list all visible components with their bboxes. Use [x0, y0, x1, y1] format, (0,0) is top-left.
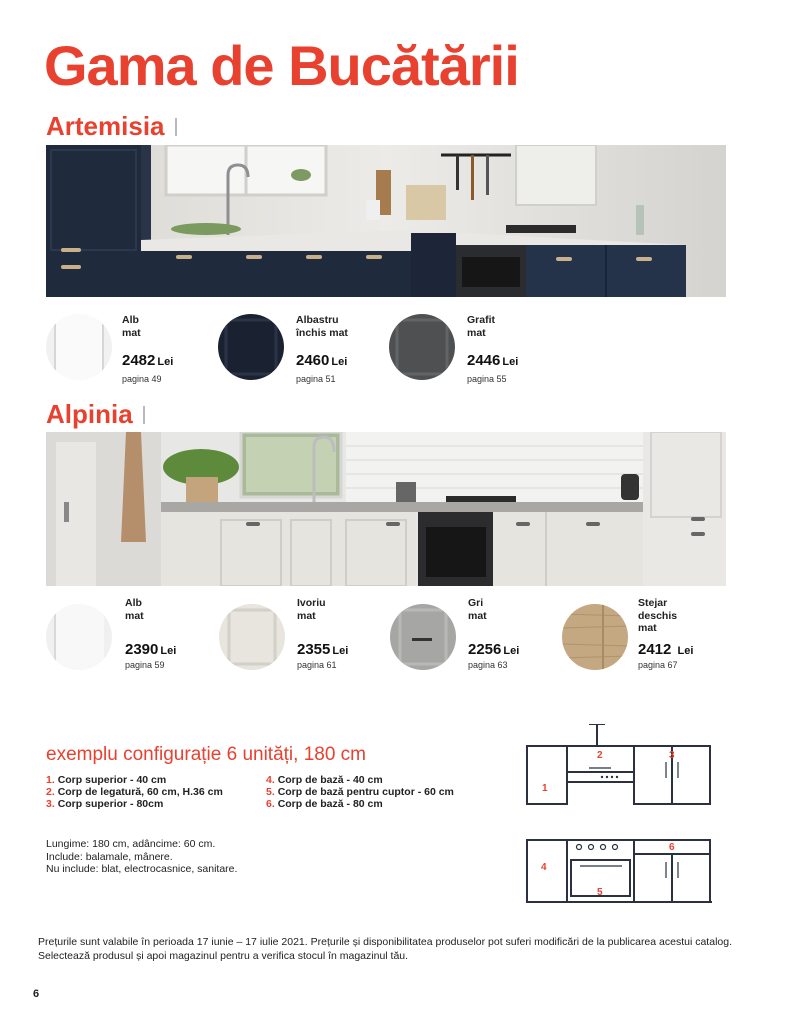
finish-price: 2482 Lei — [122, 352, 174, 369]
finish-name: Grafit mat — [467, 314, 496, 339]
config-list-right — [266, 774, 454, 810]
finish-page-ref: pagina 55 — [467, 374, 507, 384]
finish-name: Alb mat — [122, 314, 141, 339]
range-title-alpinia — [46, 399, 145, 429]
diagram-label-4: 4 — [541, 862, 547, 873]
diagram-label-3: 3 — [669, 750, 675, 761]
range-name: Artemisia — [46, 111, 165, 141]
alpinia-kitchen-photo — [46, 432, 726, 586]
range-name: Alpinia — [46, 399, 133, 429]
diagram-label-2: 2 — [597, 750, 603, 761]
diagram-label-6: 6 — [669, 842, 675, 853]
configuration-diagram — [526, 724, 712, 908]
config-item: 6. Corp de bază - 80 cm — [266, 798, 383, 810]
config-item: 1. Corp superior - 40 cm — [46, 774, 167, 786]
finish-price: 2355 Lei — [297, 641, 349, 658]
config-list-left — [46, 774, 223, 810]
finish-page-ref: pagina 61 — [297, 660, 337, 670]
swatch-gri-mat — [390, 604, 456, 670]
finish-page-ref: pagina 49 — [122, 374, 162, 384]
finish-page-ref: pagina 67 — [638, 660, 678, 670]
config-item: 3. Corp superior - 80cm — [46, 798, 164, 810]
finish-price: 2412 Lei — [638, 641, 694, 658]
finish-price: 2256 Lei — [468, 641, 520, 658]
price-disclaimer: Prețurile sunt valabile în perioada 17 iunie – 17 iulie 2021. Prețurile și disponibilitatea produselor pot suferi modificări de la publicarea acestui catalog. Selectează produsul și apoi magazinul pentru a verifica stocul în magazinul tău. — [38, 936, 732, 962]
config-item: 2. Corp de legatură, 60 cm, H.36 cm — [46, 786, 223, 798]
swatch-grafit-mat — [389, 314, 455, 380]
finish-name: Alb mat — [125, 597, 144, 622]
swatch-ivoriu-mat — [219, 604, 285, 670]
finish-name: Gri mat — [468, 597, 487, 622]
finish-name: Stejar deschis mat — [638, 597, 678, 634]
finish-page-ref: pagina 63 — [468, 660, 508, 670]
diagram-label-5: 5 — [597, 887, 603, 898]
diagram-label-1: 1 — [542, 783, 548, 794]
swatch-stejar-deschis-mat — [562, 604, 628, 670]
page-title: Gama de Bucătării — [44, 34, 519, 97]
finish-price: 2460 Lei — [296, 352, 348, 369]
swatch-alb-mat — [46, 314, 112, 380]
artemisia-kitchen-photo — [46, 145, 726, 297]
page-number: 6 — [33, 988, 40, 1000]
finish-name: Albastru închis mat — [296, 314, 348, 339]
config-notes: Lungime: 180 cm, adâncime: 60 cm. Include: balamale, mânere. Nu include: blat, electrocasnice, sanitare. — [46, 838, 238, 875]
finish-page-ref: pagina 51 — [296, 374, 336, 384]
range-title-artemisia — [46, 111, 177, 141]
finish-name: Ivoriu mat — [297, 597, 326, 622]
title-divider — [143, 406, 145, 424]
swatch-alb-mat — [46, 604, 112, 670]
swatch-albastru-inchis-mat — [218, 314, 284, 380]
finish-price: 2446 Lei — [467, 352, 519, 369]
finish-page-ref: pagina 59 — [125, 660, 165, 670]
config-title: exemplu configurație 6 unități, 180 cm — [46, 744, 367, 765]
config-item: 5. Corp de bază pentru cuptor - 60 cm — [266, 786, 454, 798]
title-divider — [175, 118, 177, 136]
finish-price: 2390 Lei — [125, 641, 177, 658]
config-item: 4. Corp de bază - 40 cm — [266, 774, 383, 786]
